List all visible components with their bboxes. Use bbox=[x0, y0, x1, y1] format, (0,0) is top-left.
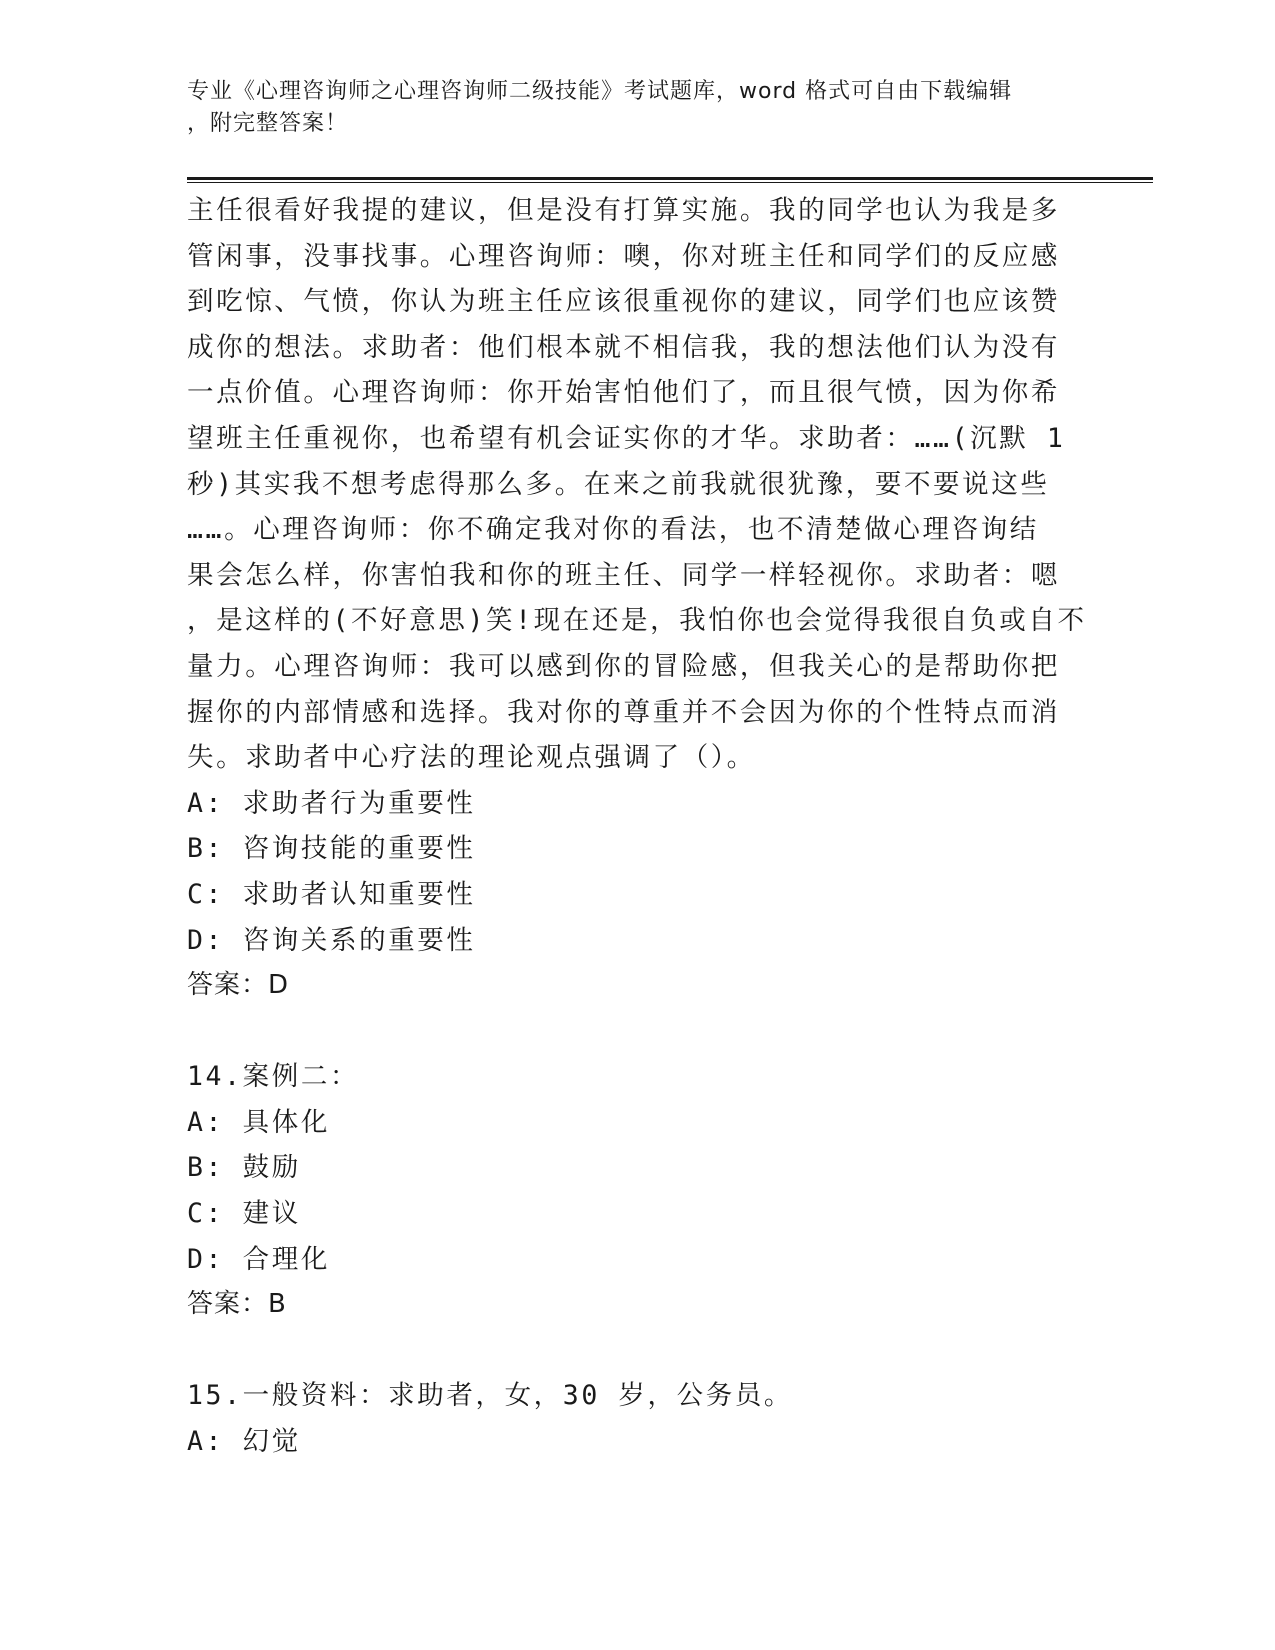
question-text-line: 望班主任重视你，也希望有机会证实你的才华。求助者：……(沉默 1 bbox=[187, 422, 1066, 454]
option-d: D: 合理化 bbox=[187, 1243, 330, 1275]
question-14 bbox=[187, 1054, 1087, 1328]
question-15 bbox=[187, 1373, 1087, 1464]
question-text-line: 握你的内部情感和选择。我对你的尊重并不会因为你的个性特点而消 bbox=[187, 696, 1060, 728]
question-text-line: ……。心理咨询师：你不确定我对你的看法，也不清楚做心理咨询结 bbox=[187, 514, 1039, 546]
option-d: D: 咨询关系的重要性 bbox=[187, 924, 476, 956]
answer-line: 答案：B bbox=[187, 1289, 287, 1320]
question-stem: 15.一般资料：求助者，女，30 岁，公务员。 bbox=[187, 1380, 794, 1412]
question-text-line: 失。求助者中心疗法的理论观点强调了（）。 bbox=[187, 742, 756, 774]
option-b: B: 鼓励 bbox=[187, 1152, 301, 1184]
header-title-line-2: ，附完整答案！ bbox=[187, 111, 349, 136]
question-stem: 14.案例二： bbox=[187, 1061, 360, 1093]
question-text-line: 量力。心理咨询师：我可以感到你的冒险感，但我关心的是帮助你把 bbox=[187, 650, 1060, 682]
answer-line: 答案：D bbox=[187, 970, 290, 1001]
question-text-line: 主任很看好我提的建议，但是没有打算实施。我的同学也认为我是多 bbox=[187, 195, 1060, 226]
document-body bbox=[187, 188, 1087, 1465]
question-13 bbox=[187, 188, 1087, 1009]
option-a: A: 求助者行为重要性 bbox=[187, 787, 476, 819]
question-spacer bbox=[187, 1328, 1087, 1374]
option-a: A: 幻觉 bbox=[187, 1426, 301, 1458]
option-c: C: 求助者认知重要性 bbox=[187, 878, 476, 910]
document-header bbox=[187, 76, 1067, 140]
question-text-line: 一点价值。心理咨询师：你开始害怕他们了，而且很气愤，因为你希 bbox=[187, 377, 1060, 409]
question-spacer bbox=[187, 1009, 1087, 1055]
option-b: B: 咨询技能的重要性 bbox=[187, 833, 476, 865]
option-c: C: 建议 bbox=[187, 1198, 301, 1230]
question-text-line: 管闲事，没事找事。心理咨询师：噢，你对班主任和同学们的反应感 bbox=[187, 240, 1060, 272]
header-title-line-1: 专业《心理咨询师之心理咨询师二级技能》考试题库，word 格式可自由下载编辑 bbox=[187, 79, 1013, 104]
question-text-line: ，是这样的(不好意思)笑!现在还是，我怕你也会觉得我很自负或自不 bbox=[187, 605, 1087, 637]
question-text-line: 果会怎么样，你害怕我和你的班主任、同学一样轻视你。求助者：嗯 bbox=[187, 559, 1060, 591]
question-text-line: 秒)其实我不想考虑得那么多。在来之前我就很犹豫，要不要说这些 bbox=[187, 468, 1050, 500]
question-text-line: 成你的想法。求助者：他们根本就不相信我，我的想法他们认为没有 bbox=[187, 331, 1060, 363]
header-rule-thin bbox=[187, 182, 1153, 183]
header-rule-thick bbox=[187, 177, 1153, 180]
question-text-line: 到吃惊、气愤，你认为班主任应该很重视你的建议，同学们也应该赞 bbox=[187, 286, 1060, 318]
option-a: A: 具体化 bbox=[187, 1106, 330, 1138]
